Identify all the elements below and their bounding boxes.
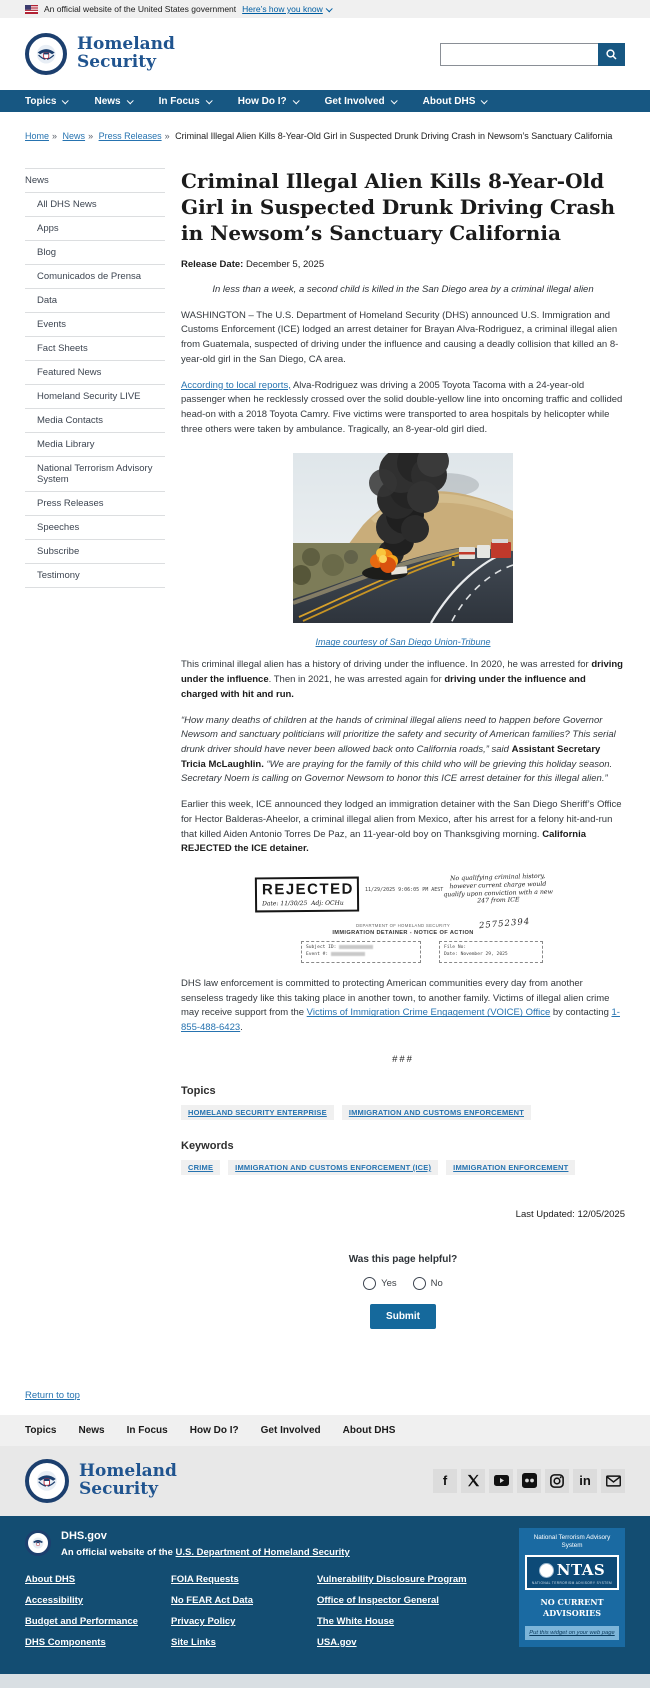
x-icon[interactable] (461, 1469, 485, 1493)
paragraph-3: This criminal illegal alien has a history of driving under the influence. In 2020, he was arrested for driving under the influence. Then in 2021, he was arrested again for driving under the influence and charged with hit and run. (181, 659, 623, 700)
footer-nav-about-dhs[interactable]: About DHS (342, 1424, 396, 1436)
youtube-icon[interactable] (489, 1469, 513, 1493)
survey-yes-option[interactable]: Yes (363, 1277, 397, 1290)
ntas-header: National Terrorism Advisory System (533, 1533, 611, 1550)
bottom-strip (0, 1674, 650, 1688)
dhs-seal-logo[interactable] (25, 33, 67, 75)
topic-chip[interactable]: IMMIGRATION AND CUSTOMS ENFORCEMENT (342, 1105, 531, 1120)
topics-list (181, 1105, 625, 1120)
sidebar-item-subscribe[interactable]: Subscribe (25, 539, 165, 563)
footer-link-oig[interactable]: Office of Inspector General (317, 1594, 439, 1606)
chevron-down-icon (325, 5, 332, 12)
survey-question: Was this page helpful? (348, 1253, 458, 1265)
footer-nav (0, 1415, 650, 1446)
sidebar-item-fact-sheets[interactable]: Fact Sheets (25, 336, 165, 360)
footer-nav-topics[interactable]: Topics (25, 1424, 57, 1436)
footer-dhs-link[interactable]: U.S. Department of Homeland Security (175, 1546, 350, 1558)
facebook-icon[interactable]: f (433, 1469, 457, 1493)
footer-nav-how-do-i[interactable]: How Do I? (189, 1424, 239, 1436)
sidebar-item-data[interactable]: Data (25, 288, 165, 312)
sidebar-item-testimony[interactable]: Testimony (25, 563, 165, 588)
sidebar-item-media-contacts[interactable]: Media Contacts (25, 408, 165, 432)
ntas-seal-icon (539, 1563, 554, 1578)
doc-file-box: File No: Date: November 29, 2025 (439, 941, 543, 963)
footer-nav-get-involved[interactable]: Get Involved (260, 1424, 321, 1436)
article-subtitle: In less than a week, a second child is killed in the San Diego area by a criminal illegal alien (212, 283, 594, 295)
flickr-icon[interactable] (517, 1469, 541, 1493)
submit-button[interactable]: Submit (370, 1304, 436, 1329)
chevron-down-icon (62, 97, 69, 104)
gov-banner (0, 0, 650, 18)
last-updated: Last Updated: 12/05/2025 (515, 1208, 625, 1220)
paragraph-5: Earlier this week, ICE announced they lodged an immigration detainer with the San Diego Sheriff’s Office for Hector Balderas-Aheelor, a criminal illegal alien from Mexico, after his arrest for a felony hit-and-run that killed Aiden Antonio Torres De Paz, an 11-year-old boy on Thanksgiving morning. California REJECTED the ICE detainer. (181, 799, 622, 855)
ntas-logo-subtext: NATIONAL TERRORISM ADVISORY SYSTEM (531, 1581, 613, 1586)
doc-agency: DEPARTMENT OF HOMELAND SECURITY (355, 923, 451, 929)
footer-link-white-house[interactable]: The White House (317, 1615, 395, 1627)
main-nav (0, 90, 650, 112)
sidebar-item-comunicados[interactable]: Comunicados de Prensa (25, 264, 165, 288)
footer-link-privacy[interactable]: Privacy Policy (171, 1615, 236, 1627)
footer-brand (0, 1446, 650, 1516)
radio-yes[interactable] (363, 1277, 376, 1290)
article (181, 168, 625, 1329)
photo-caption (181, 637, 625, 647)
ntas-widget (519, 1528, 625, 1647)
rejected-detainer-image (243, 871, 563, 966)
nav-about-dhs[interactable]: About DHS (423, 96, 487, 107)
chevron-down-icon (390, 97, 397, 104)
search-input[interactable] (440, 43, 598, 66)
sidebar-item-events[interactable]: Events (25, 312, 165, 336)
footer-link-accessibility[interactable]: Accessibility (25, 1594, 84, 1606)
doc-form-title: IMMIGRATION DETAINER - NOTICE OF ACTION (332, 930, 474, 937)
nav-get-involved[interactable]: Get Involved (325, 96, 396, 107)
radio-no[interactable] (413, 1277, 426, 1290)
agency-name[interactable]: Homeland Security (77, 34, 175, 72)
chevron-down-icon (292, 97, 299, 104)
return-to-top-link[interactable]: Return to top (25, 1389, 80, 1401)
footer-link-budget[interactable]: Budget and Performance (25, 1615, 138, 1627)
nav-news[interactable]: News (94, 96, 131, 107)
sidebar-item-ntas[interactable]: National Terrorism Advisory System (25, 456, 165, 491)
footer-site-name: DHS.gov (61, 1529, 107, 1542)
footer-link-usa-gov[interactable]: USA.gov (317, 1636, 357, 1648)
breadcrumb: Home » News » Press Releases » Criminal Illegal Alien Kills 8-Year-Old Girl in Suspected Drunk Driving Crash in Newsom’s Sanctuary California (25, 131, 613, 141)
banner-text: An official website of the United States government (44, 4, 237, 14)
breadcrumb-news[interactable]: News (62, 131, 86, 141)
sidebar-item-blog[interactable]: Blog (25, 240, 165, 264)
topic-chip[interactable]: HOMELAND SECURITY ENTERPRISE (181, 1105, 334, 1120)
page-title: Criminal Illegal Alien Kills 8-Year-Old Girl in Suspected Drunk Driving Crash in Newsom’s Sanctuary California (181, 168, 616, 246)
sidebar-item-news[interactable]: News (25, 168, 165, 192)
footer-link-components[interactable]: DHS Components (25, 1636, 106, 1648)
sidebar-item-press-releases[interactable]: Press Releases (25, 491, 165, 515)
footer-link-site-links[interactable]: Site Links (171, 1636, 216, 1648)
ntas-widget-link[interactable]: Put this widget on your web page (525, 1626, 619, 1640)
breadcrumb-home[interactable]: Home (25, 131, 50, 141)
heres-how-you-know-link[interactable]: Here’s how you know (242, 4, 331, 14)
sidebar-item-hs-live[interactable]: Homeland Security LIVE (25, 384, 165, 408)
ntas-status: NO CURRENT ADVISORIES (540, 1597, 604, 1619)
phone-link[interactable]: 1-855-488-6423 (181, 1007, 620, 1034)
doc-subject-box: Subject ID: Event #: (301, 941, 421, 963)
paragraph-2: According to local reports, Alva-Rodriguez was driving a 2005 Toyota Tacoma with a 24-year-old passenger when he recklessly crossed over the solid double-yellow line into oncoming traffic and collided head-on with a 2018 Toyota Camry. Five victims were transported to area hospitals by helicopter while three others were taken by ambulance. Tragically, an 8-year-old girl died. (181, 379, 623, 435)
chevron-down-icon (126, 97, 133, 104)
voice-office-link[interactable]: Victims of Immigration Crime Engagement (VOICE) Office (306, 1007, 551, 1019)
dhs-seal-logo (25, 1530, 51, 1556)
sidebar-item-apps[interactable]: Apps (25, 216, 165, 240)
instagram-icon[interactable] (545, 1469, 569, 1493)
sidebar-item-featured-news[interactable]: Featured News (25, 360, 165, 384)
doc-ref-number: 25752394 (478, 916, 531, 932)
linkedin-icon[interactable]: in (573, 1469, 597, 1493)
paragraph-6: DHS law enforcement is committed to protecting American communities every day from another senseless tragedy like this taking place in another town, to another family. Victims of illegal alien crime may receive support from the Victims of Immigration Crime Engagement (VOICE) Office by contacting 1-855-488-6423. (181, 978, 620, 1034)
sidebar-item-media-library[interactable]: Media Library (25, 432, 165, 456)
footer-official-line: An official website of the U.S. Department of Homeland Security (61, 1546, 350, 1558)
site-search (440, 43, 625, 66)
footer-main (0, 1516, 650, 1674)
footer-link-no-fear[interactable]: No FEAR Act Data (171, 1594, 253, 1606)
content-area (0, 144, 650, 1329)
crash-photo-image (293, 453, 513, 623)
breadcrumb-press-releases[interactable]: Press Releases (98, 131, 162, 141)
keyword-chip[interactable]: IMMIGRATION AND CUSTOMS ENFORCEMENT (ICE) (228, 1160, 438, 1175)
chevron-down-icon (481, 97, 488, 104)
nav-topics[interactable]: Topics (25, 96, 67, 107)
nav-in-focus[interactable]: In Focus (159, 96, 211, 107)
footer-agency-name: Homeland Security (79, 1461, 177, 1499)
survey-no-option[interactable]: No (413, 1277, 443, 1290)
footer-nav-in-focus[interactable]: In Focus (126, 1424, 168, 1436)
keywords-heading: Keywords (181, 1139, 234, 1152)
quote-paragraph: “How many deaths of children at the hands of criminal illegal aliens need to happen before Governor Newsom and sanctuary politicians will prioritize the safety and security of American families? This serial drunk driver should have never been allowed back onto California roads,” said Assistant Secretary Tricia McLaughlin. “We are praying for the family of this child who will be grieving this holiday season. Secretary Noem is calling on Governor Newsom to honor this ICE arrest detainer for this illegal alien.” (181, 714, 616, 785)
footer-link-about-dhs[interactable]: About DHS (25, 1573, 76, 1585)
doc-timestamp: 11/29/2025 9:06:05 PM AEST (365, 887, 444, 894)
keyword-chip[interactable]: IMMIGRATION ENFORCEMENT (446, 1160, 575, 1175)
handwritten-note: No qualifying criminal history, however current charge would qualify upon conviction with a new 247 from ICE (443, 872, 553, 905)
page-feedback-survey (181, 1254, 625, 1329)
local-reports-link[interactable]: According to local reports, (181, 379, 291, 391)
footer-nav-news[interactable]: News (78, 1424, 105, 1436)
site-header (0, 18, 650, 90)
photo-caption-link[interactable]: Image courtesy of San Diego Union-Tribune (315, 637, 491, 648)
sidebar-item-all-dhs-news[interactable]: All DHS News (25, 192, 165, 216)
sidebar-item-speeches[interactable]: Speeches (25, 515, 165, 539)
end-marker: ### (392, 1053, 414, 1065)
release-date: Release Date: December 5, 2025 (181, 258, 325, 270)
us-flag-icon (25, 5, 38, 14)
footer-link-vdp[interactable]: Vulnerability Disclosure Program (317, 1573, 467, 1585)
chevron-down-icon (205, 97, 212, 104)
dhs-seal-logo (25, 1459, 69, 1503)
nav-how-do-i[interactable]: How Do I? (238, 96, 298, 107)
paragraph-1: WASHINGTON – The U.S. Department of Homeland Security (DHS) announced U.S. Immigration and Customs Enforcement (ICE) lodged an arrest detainer for Brayan Alva-Rodriguez, a criminal illegal alien from Guatemala, suspected of driving under the influence and causing a deadly collision that killed an 8-year-old girl in the San Diego, CA area. (181, 309, 619, 365)
email-icon[interactable] (601, 1469, 625, 1493)
search-button[interactable] (598, 43, 625, 66)
keyword-chip[interactable]: CRIME (181, 1160, 220, 1175)
keywords-list (181, 1160, 625, 1175)
breadcrumb-current: Criminal Illegal Alien Kills 8-Year-Old Girl in Suspected Drunk Driving Crash in Newsom’s Sanctuary California (175, 131, 613, 141)
topics-heading: Topics (181, 1084, 216, 1097)
ntas-logo-text: NTAS (556, 1561, 606, 1580)
ntas-logo-box[interactable] (525, 1555, 619, 1590)
rejected-stamp: REJECTED Date: 11/30/25 Adj: OCHu (255, 877, 359, 913)
search-icon (606, 49, 617, 60)
sidebar-nav (25, 168, 165, 1329)
footer-link-foia[interactable]: FOIA Requests (171, 1573, 239, 1585)
social-links (433, 1469, 625, 1493)
